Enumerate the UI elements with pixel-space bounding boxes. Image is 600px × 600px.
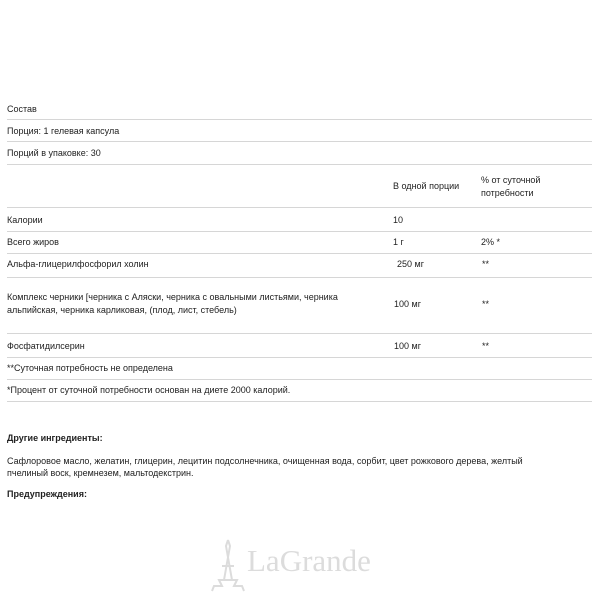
nutrient-amount: 250 мг [397,259,424,269]
divider [7,207,592,208]
divider [7,231,592,232]
divider [7,141,592,142]
eiffel-tower-icon [212,540,244,591]
nutrient-amount: 100 мг [394,299,421,309]
brand-watermark-text: LaGrande [247,543,371,578]
divider [7,379,592,380]
divider [7,253,592,254]
nutrient-amount: 100 мг [394,341,421,351]
amount-column-header: В одной порции [393,181,460,191]
nutrient-name: Альфа-глицерилфосфорил холин [7,259,149,269]
footnote-daily-value-basis: *Процент от суточной потребности основан на диете 2000 калорий. [7,385,291,395]
nutrient-name-line-1: Комплекс черники [черника с Аляски, черника с овальными листьями, черника [7,292,338,302]
daily-value-column-header-line-1: % от суточной [481,175,541,185]
divider [7,333,592,334]
divider [7,401,592,402]
divider [7,164,592,165]
nutrient-name-line-2: альпийская, черника карликовая, (плод, лист, стебель) [7,305,237,315]
nutrient-amount: 1 г [393,237,404,247]
servings-per-container: Порций в упаковке: 30 [7,148,101,158]
other-ingredients-text-line-2: пчелиный воск, кремнезем, мальтодекстрин. [7,468,194,478]
nutrient-name: Фосфатидилсерин [7,341,85,351]
divider [7,277,592,278]
daily-value-column-header-line-2: потребности [481,188,534,198]
footnote-not-established: **Суточная потребность не определена [7,363,173,373]
divider [7,119,592,120]
facts-heading: Состав [7,104,37,114]
nutrient-name: Всего жиров [7,237,59,247]
nutrient-amount: 10 [393,215,404,225]
other-ingredients-heading: Другие ингредиенты: [7,433,103,443]
nutrient-daily-value: ** [482,259,490,269]
serving-size: Порция: 1 гелевая капсула [7,126,120,136]
nutrient-daily-value: ** [482,299,490,309]
nutrient-daily-value: ** [482,341,490,351]
divider [7,357,592,358]
warnings-heading: Предупреждения: [7,489,87,499]
nutrient-daily-value: 2% * [481,237,501,247]
nutrient-name: Калории [7,215,43,225]
other-ingredients-text-line-1: Сафлоровое масло, желатин, глицерин, лецитин подсолнечника, очищенная вода, сорбит, цвет рожкового дерева, желтый [7,456,523,466]
